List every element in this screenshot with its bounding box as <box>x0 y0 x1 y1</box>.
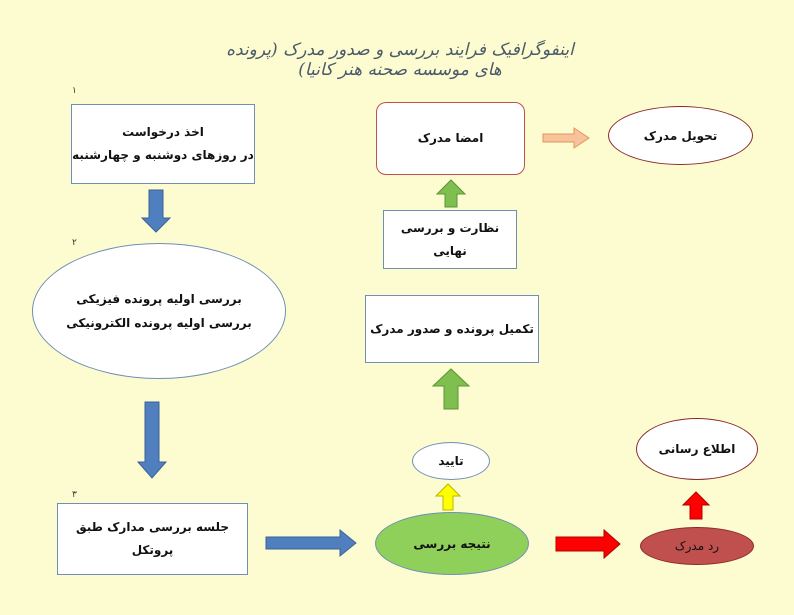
arrow-request-to-review <box>142 190 170 232</box>
sign-label: امضا مدرک <box>417 131 484 146</box>
arrow-approve-to-complete <box>433 369 469 409</box>
notify-label: اطلاع رسانی <box>658 442 736 456</box>
step-request-line2: در روزهای دوشنبه و چهارشنبه <box>72 148 254 162</box>
step-initial-review-line2: بررسی اولیه پرونده الکترونیکی <box>66 316 252 330</box>
reject-label: رد مدرک <box>674 539 720 553</box>
step-meeting-label: جلسه بررسی مدارک طبق پروتکل <box>75 520 230 557</box>
complete-issue-label: تکمیل پرونده و صدور مدرک <box>370 321 534 336</box>
approve-label: تایید <box>438 454 464 468</box>
step-initial-review-line1: بررسی اولیه پرونده فیزیکی <box>76 292 242 306</box>
arrow-review-to-meeting <box>138 402 166 478</box>
arrow-reject-to-notify <box>683 492 709 519</box>
step-2-number: ۲ <box>72 238 77 248</box>
step-3-number: ۳ <box>72 490 77 500</box>
page-title: اینفوگرافیک فرایند بررسی و صدور مدرک (پرونده های موسسه صحنه هنر کانیا) <box>226 40 574 80</box>
step-1-number: ۱ <box>72 86 77 96</box>
arrow-sign-to-deliver <box>543 128 589 148</box>
step-request-line1: اخذ درخواست <box>122 125 204 140</box>
arrow-complete-to-supervision <box>437 180 465 207</box>
deliver-label: تحویل مدرک <box>643 128 718 143</box>
arrow-result-to-approve <box>436 484 460 510</box>
arrow-result-to-reject <box>556 530 620 558</box>
result-label: نتیجه بررسی <box>413 536 491 551</box>
arrow-meeting-to-result <box>266 530 356 556</box>
supervision-label: نظارت و بررسی نهایی <box>400 220 500 258</box>
